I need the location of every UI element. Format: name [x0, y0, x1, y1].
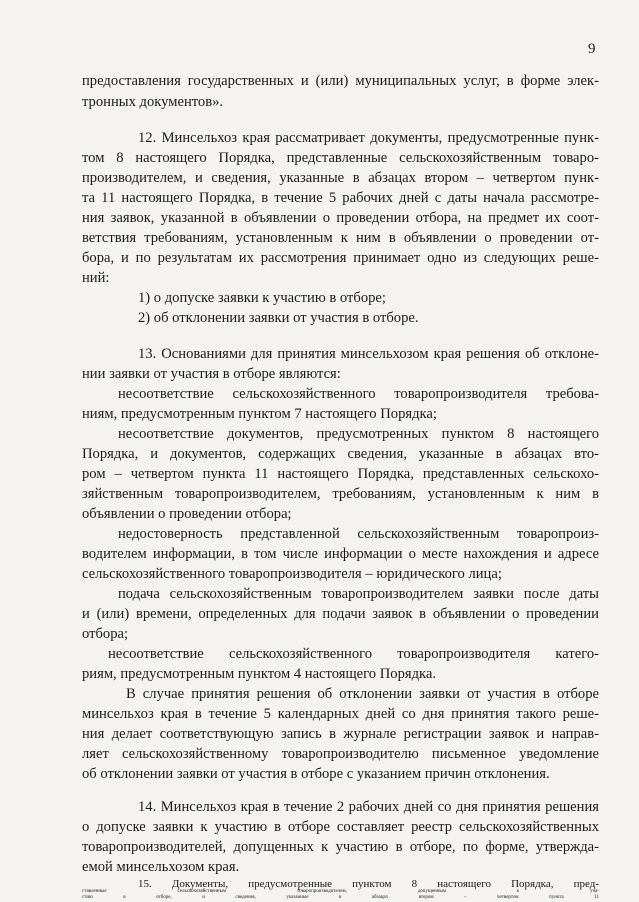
- text-line: подача сельскохозяйственным товаропроизводителем заявки после даты: [118, 586, 599, 602]
- text-line: минсельхоз края в течение 5 календарных дней со дня принятия такого реше-: [82, 706, 599, 722]
- text-line: и (или) времени, определенных для подачи заявок в объявлении о проведении: [82, 606, 599, 622]
- text-line: 15. Документы, предусмотренные пунктом 8 настоящего Порядка, пред-: [138, 878, 599, 890]
- text-line: 13. Основаниями для принятия минсельхозом края решения об отклоне-: [138, 346, 599, 362]
- text-line: товаропроизводителей, допущенных к участию в отборе, по форме, утвержда-: [82, 839, 599, 855]
- text-line: зяйственным товаропроизводителем, требованиям, установленным к ним в: [82, 486, 599, 502]
- text-line: ниям, предусмотренным пунктом 7 настоящего Порядка;: [82, 406, 437, 422]
- text-line: производителем, и сведения, указанные в абзацах втором – четвертом пунк-: [82, 170, 599, 186]
- text-line: несоответствие документов, предусмотренных пунктом 8 настоящего: [118, 426, 599, 442]
- text-line: сельскохозяйственного товаропроизводителя – юридического лица;: [82, 566, 502, 582]
- text-line: та 11 настоящего Порядка, в течение 5 рабочих дней с даты начала рассмотре-: [82, 190, 599, 206]
- text-line: несоответствие сельскохозяйственного товаропроизводителя требова-: [118, 386, 599, 402]
- text-line: о допуске заявки к участию в отборе составляет реестр сельскохозяйственных: [82, 819, 599, 835]
- text-line: отбора;: [82, 626, 129, 642]
- text-line: 14. Минсельхоз края в течение 2 рабочих дней со дня принятия решения: [138, 799, 599, 815]
- text-line: ром – четвертом пункта 11 настоящего Порядка, представленных сельскохо-: [82, 466, 599, 482]
- text-line: об отклонении заявки от участия в отборе с указанием причин отклонения.: [82, 766, 550, 782]
- page-number: 9: [588, 41, 596, 57]
- text-line: бора, и по результатам их рассмотрения принимает одно из следующих реше-: [82, 250, 599, 266]
- text-line: емой минсельхозом края.: [82, 859, 240, 875]
- text-line: нии заявки от участия в отборе являются:: [82, 366, 341, 382]
- text-line: недостоверность представленной сельскохозяйственным товаропроиз-: [118, 526, 599, 542]
- text-line: ний:: [82, 270, 110, 286]
- text-line: тронных документов».: [82, 94, 224, 110]
- text-line: ветствия требованиям, установленным к ним в объявлении о проведении от-: [82, 230, 599, 246]
- text-line: 1) о допуске заявки к участию в отборе;: [138, 290, 386, 306]
- text-line: 12. Минсельхоз края рассматривает документы, предусмотренные пунк-: [138, 130, 599, 146]
- text-line: ния делает соответствующую запись в журнале регистрации заявок и направ-: [82, 726, 599, 742]
- text-line: стию в отборе, и сведения, указанные в абзацах втором – четвертом пункта 11: [82, 895, 599, 900]
- text-line: несоответствие сельскохозяйственного товаропроизводителя катего-: [108, 646, 599, 662]
- text-line: том 8 настоящего Порядка, представленные сельскохозяйственным товаро-: [82, 150, 599, 166]
- text-line: ния заявок, указанной в объявлении о проведении отбора, на предмет их соот-: [82, 210, 599, 226]
- text-line: ставленные сельскохозяйственным товаропроизводителем, допущенным к уча-: [82, 889, 599, 894]
- text-line: 2) об отклонении заявки от участия в отборе.: [138, 310, 419, 326]
- text-line: объявлении о проведении отбора;: [82, 506, 292, 522]
- text-line: предоставления государственных и (или) муниципальных услуг, в форме элек-: [82, 73, 599, 89]
- text-line: ляет сельскохозяйственному товаропроизводителю письменное уведомление: [82, 746, 599, 762]
- text-line: Порядка, и документов, содержащих сведения, указанные в абзацах вто-: [82, 446, 599, 462]
- text-line: водителем информации, в том числе информации о месте нахождения и адресе: [82, 546, 599, 562]
- text-line: В случае принятия решения об отклонении заявки от участия в отборе: [126, 686, 599, 702]
- text-line: риям, предусмотренным пунктом 4 настоящего Порядка.: [82, 666, 436, 682]
